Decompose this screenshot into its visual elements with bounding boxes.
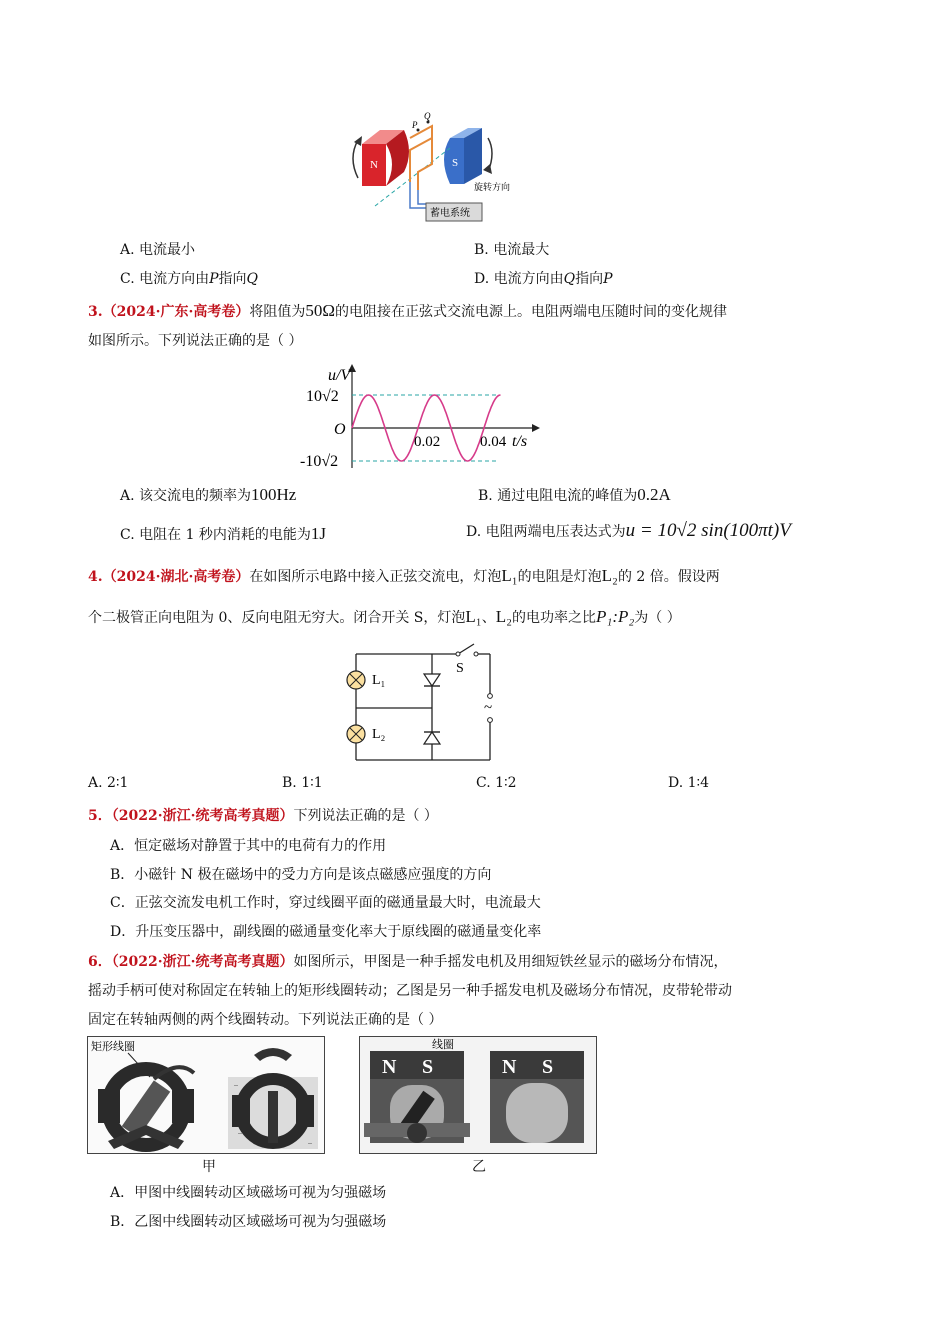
- coil-label: 线圈: [432, 1038, 454, 1051]
- q4-option-a[interactable]: A. 2∶1: [88, 775, 129, 791]
- yi-right-s-label: S: [542, 1056, 554, 1078]
- q4-text1-pre: 在如图所示电路中接入正弦交流电，灯泡: [249, 569, 502, 585]
- q3-option-c[interactable]: [120, 524, 326, 544]
- q4-l2: L₂: [601, 566, 618, 585]
- q3-option-d-prefix: D. 电阻两端电压表达式为: [466, 524, 626, 540]
- q3-option-b-prefix: B. 通过电阻电流的峰值为: [478, 488, 638, 504]
- q6-stem-line2: 摇动手柄可使对称固定在转轴上的矩形线圈转动；乙图是另一种手摇发电机及磁场分布情况，皮带轮带动: [88, 983, 732, 999]
- q4-option-d[interactable]: D. 1∶4: [668, 775, 710, 791]
- caption-yi: 乙: [472, 1159, 486, 1175]
- q3-option-b[interactable]: [478, 485, 671, 505]
- q5-text: 下列说法正确的是（ ）: [293, 808, 438, 824]
- q3-source: （2024·广东·高考卷）: [102, 304, 250, 320]
- q6-number: 6．: [88, 954, 112, 970]
- circuit-l1-label: L₁: [372, 673, 386, 688]
- q2-option-c-p: P: [209, 271, 219, 287]
- q3-option-d[interactable]: [466, 520, 791, 542]
- q3-option-a[interactable]: [120, 485, 296, 505]
- point-q-label: Q: [424, 111, 431, 121]
- storage-system-label: 蓄电系统: [430, 208, 470, 219]
- q5-option-b[interactable]: B．小磁针 N 极在磁场中的受力方向是该点磁感应强度的方向: [110, 867, 492, 883]
- q3-option-b-value: 0.2A: [637, 485, 671, 504]
- point-p-label: P: [412, 120, 418, 130]
- circuit-l2-label: L₂: [372, 727, 386, 742]
- q4-option-c[interactable]: C. 1∶2: [476, 775, 517, 791]
- q4-text2-l2: L₂: [495, 607, 513, 626]
- q6-stem-line1: [88, 951, 727, 971]
- q6-stem-line3: 固定在转轴两侧的两个线圈转动。下列说法正确的是（ ）: [88, 1012, 443, 1028]
- diode-upper: [424, 674, 440, 686]
- yi-right-n-label: N: [502, 1056, 517, 1078]
- q2-option-d[interactable]: [474, 268, 613, 288]
- origin-label: O: [334, 421, 346, 438]
- yi-left-n-label: N: [382, 1056, 397, 1078]
- q4-option-b[interactable]: B. 1∶1: [282, 775, 323, 791]
- q5-option-c[interactable]: C．正弦交流发电机工作时，穿过线圈平面的磁通量最大时，电流最大: [110, 895, 541, 911]
- q5-source: （2022·浙江·统考高考真题）: [111, 808, 294, 824]
- generator-figure-yi: [359, 1036, 597, 1154]
- q4-stem-line1: [88, 566, 720, 586]
- x-axis-label: t/s: [512, 433, 528, 450]
- lamp-l2: [347, 725, 365, 743]
- generator-figure-jia: [87, 1036, 325, 1154]
- q4-text2-mid: 的电功率之比: [512, 610, 597, 626]
- y-max-label: 10√2: [306, 388, 339, 405]
- q2-option-c-prefix: C. 电流方向由: [120, 271, 210, 287]
- q6-option-b[interactable]: B．乙图中线圈转动区域磁场可视为匀强磁场: [110, 1214, 387, 1230]
- q3-text1-pre: 将阻值为: [249, 304, 306, 320]
- q5-option-a[interactable]: A．恒定磁场对静置于其中的电荷有力的作用: [110, 838, 387, 854]
- q6-option-a[interactable]: A．甲图中线圈转动区域磁场可视为匀强磁场: [110, 1185, 387, 1201]
- q6-source: （2022·浙江·统考高考真题）: [111, 954, 294, 970]
- y-axis-label: u/V: [328, 367, 351, 384]
- q5-stem: [88, 805, 438, 825]
- q2-option-d-q: Q: [563, 271, 576, 287]
- diode-circuit: [340, 640, 500, 764]
- q4-text2-pre: 个二极管正向电阻为 0、反向电阻无穷大。闭合开关 S，灯泡: [88, 610, 466, 626]
- q3-option-c-prefix: C. 电阻在 1 秒内消耗的电能为: [120, 527, 311, 543]
- q2-option-b[interactable]: B. 电流最大: [474, 242, 550, 258]
- generator-figure: [340, 108, 530, 230]
- q2-option-d-prefix: D. 电流方向由: [474, 271, 564, 287]
- q2-option-c-mid: 指向: [218, 271, 247, 287]
- q3-text1-post: 的电阻接在正弦式交流电源上。电阻两端电压随时间的变化规律: [334, 304, 727, 320]
- q4-ratio: P₁:P₂: [596, 607, 635, 626]
- q4-text1-post: 的 2 倍。假设两: [617, 569, 720, 585]
- voltage-time-graph: [300, 362, 545, 474]
- q2-option-c[interactable]: [120, 268, 258, 288]
- diode-lower: [424, 732, 440, 744]
- q3-number: 3.: [88, 304, 103, 320]
- y-min-label: -10√2: [300, 453, 339, 470]
- lamp-l1: [347, 671, 365, 689]
- q2-option-d-mid: 指向: [575, 271, 604, 287]
- q4-stem-line2: [88, 607, 681, 627]
- q3-stem-line1: [88, 301, 727, 321]
- q5-option-d[interactable]: D．升压变压器中，副线圈的磁通量变化率大于原线圈的磁通量变化率: [110, 924, 542, 940]
- q3-option-c-value: 1J: [310, 524, 327, 543]
- q5-number: 5．: [88, 808, 112, 824]
- q4-text2-post: 为（ ）: [634, 610, 681, 626]
- caption-jia: 甲: [202, 1159, 216, 1175]
- q3-stem-line2: 如图所示。下列说法正确的是（ ）: [88, 333, 303, 349]
- magnet-n-label: N: [370, 159, 378, 171]
- q4-source: （2024·湖北·高考卷）: [102, 569, 250, 585]
- q2-option-a[interactable]: A. 电流最小: [120, 242, 196, 258]
- q6-text1: 如图所示，甲图是一种手摇发电机及用细短铁丝显示的磁场分布情况，: [293, 954, 728, 970]
- q4-text1-mid: 的电阻是灯泡: [517, 569, 602, 585]
- yi-left-s-label: S: [422, 1056, 434, 1078]
- q4-text2-sep: 、: [481, 610, 496, 626]
- rectangular-coil-label: 矩形线圈: [91, 1040, 135, 1053]
- magnet-s-label: S: [452, 157, 459, 169]
- q4-l1: L₁: [501, 566, 518, 585]
- q2-option-d-p: P: [603, 271, 613, 287]
- q3-option-d-value: u = 10√2 sin(100πt)V: [625, 520, 791, 541]
- circuit-switch-label: S: [456, 661, 464, 676]
- ac-source-symbol: ~: [484, 700, 493, 716]
- q2-option-c-q: Q: [246, 271, 259, 287]
- q4-text2-l1: L₁: [465, 607, 482, 626]
- tick-0.04-label: 0.04: [480, 434, 507, 450]
- q3-option-a-value: 100Hz: [251, 485, 297, 504]
- q3-resistance: 50Ω: [305, 301, 335, 320]
- q4-number: 4.: [88, 569, 103, 585]
- tick-0.02-label: 0.02: [414, 434, 441, 450]
- q3-option-a-prefix: A. 该交流电的频率为: [120, 488, 252, 504]
- rotation-direction-label: 旋转方向: [474, 183, 511, 193]
